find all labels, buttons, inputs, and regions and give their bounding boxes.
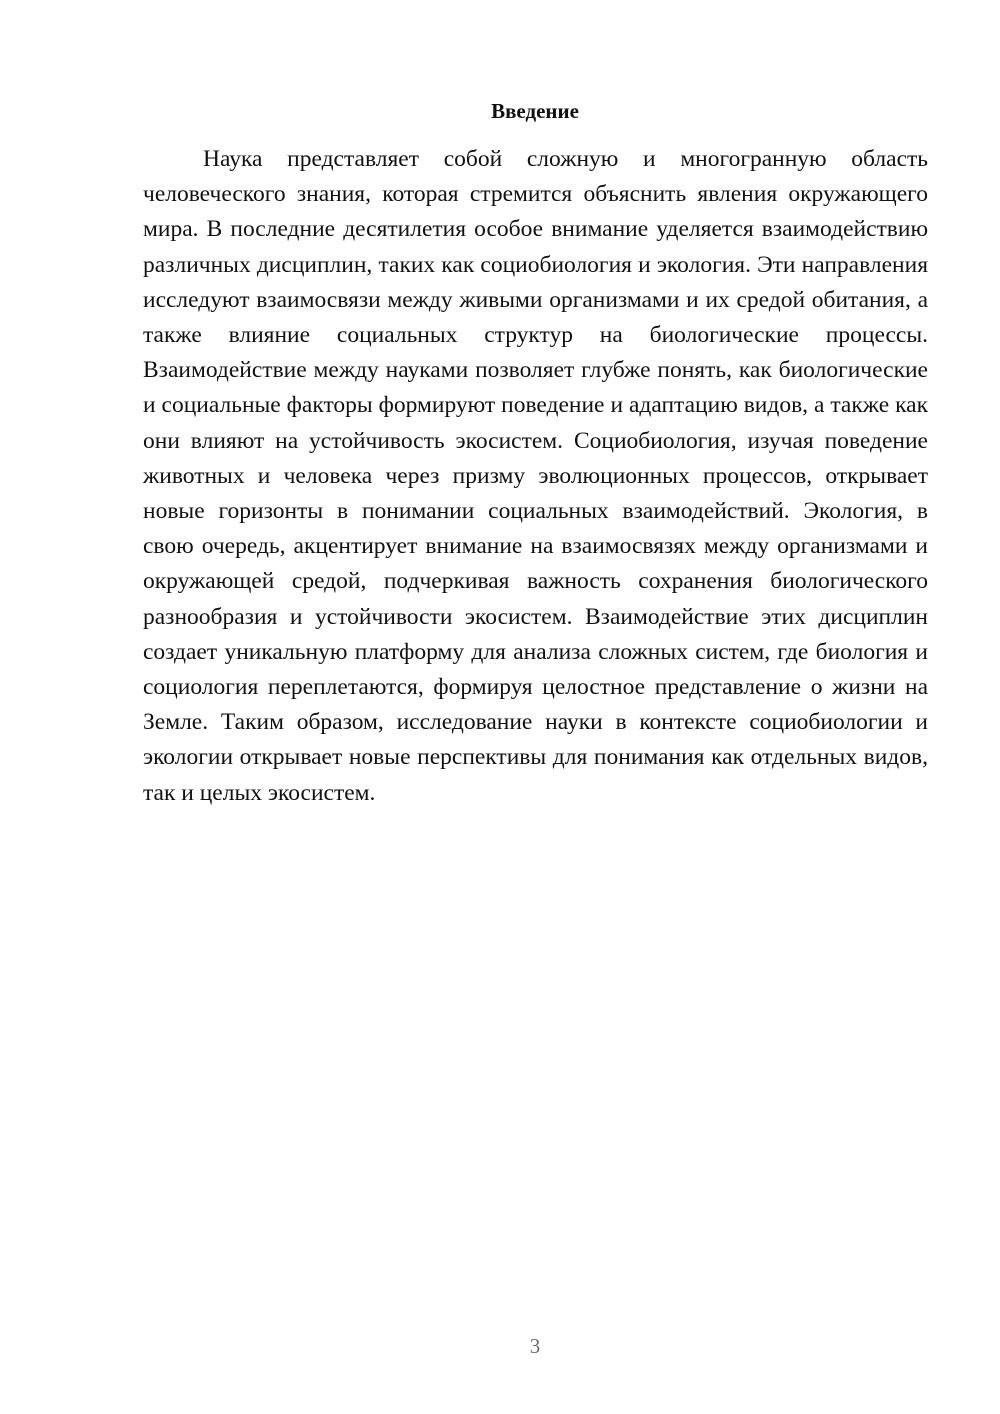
body-paragraph: Наука представляет собой сложную и многогранную область человеческого знания, которая стремится объяснить явления окружающего мира. В последние десятилетия особое внимание уделяется взаимодействию различных дисциплин, таких как социобиология и экология. Эти направления исследуют взаимосвязи между живыми организмами и их средой обитания, а также влияние социальных структур на биологические процессы. Взаимодействие между науками позволяет глубже понять, как биологические и социальные факторы формируют поведение и адаптацию видов, а также как они влияют на устойчивость экосистем. Социобиология, изучая поведение животных и человека через призму эволюционных процессов, открывает новые горизонты в понимании социальных взаимодействий. Экология, в свою очередь, акцентирует внимание на взаимосвязях между организмами и окружающей средой, подчеркивая важность сохранения биологического разнообразия и устойчивости экосистем. Взаимодействие этих дисциплин создает уникальную платформу для анализа сложных систем, где биология и социология переплетаются, формируя целостное представление о жизни на Земле. Таким образом, исследование науки в контексте социобиологии и экологии открывает новые перспективы для понимания как отдельных видов, так и целых экосистем. [143, 146, 928, 806]
page-number: 3 [529, 1334, 541, 1358]
section-heading: Введение [491, 99, 579, 123]
